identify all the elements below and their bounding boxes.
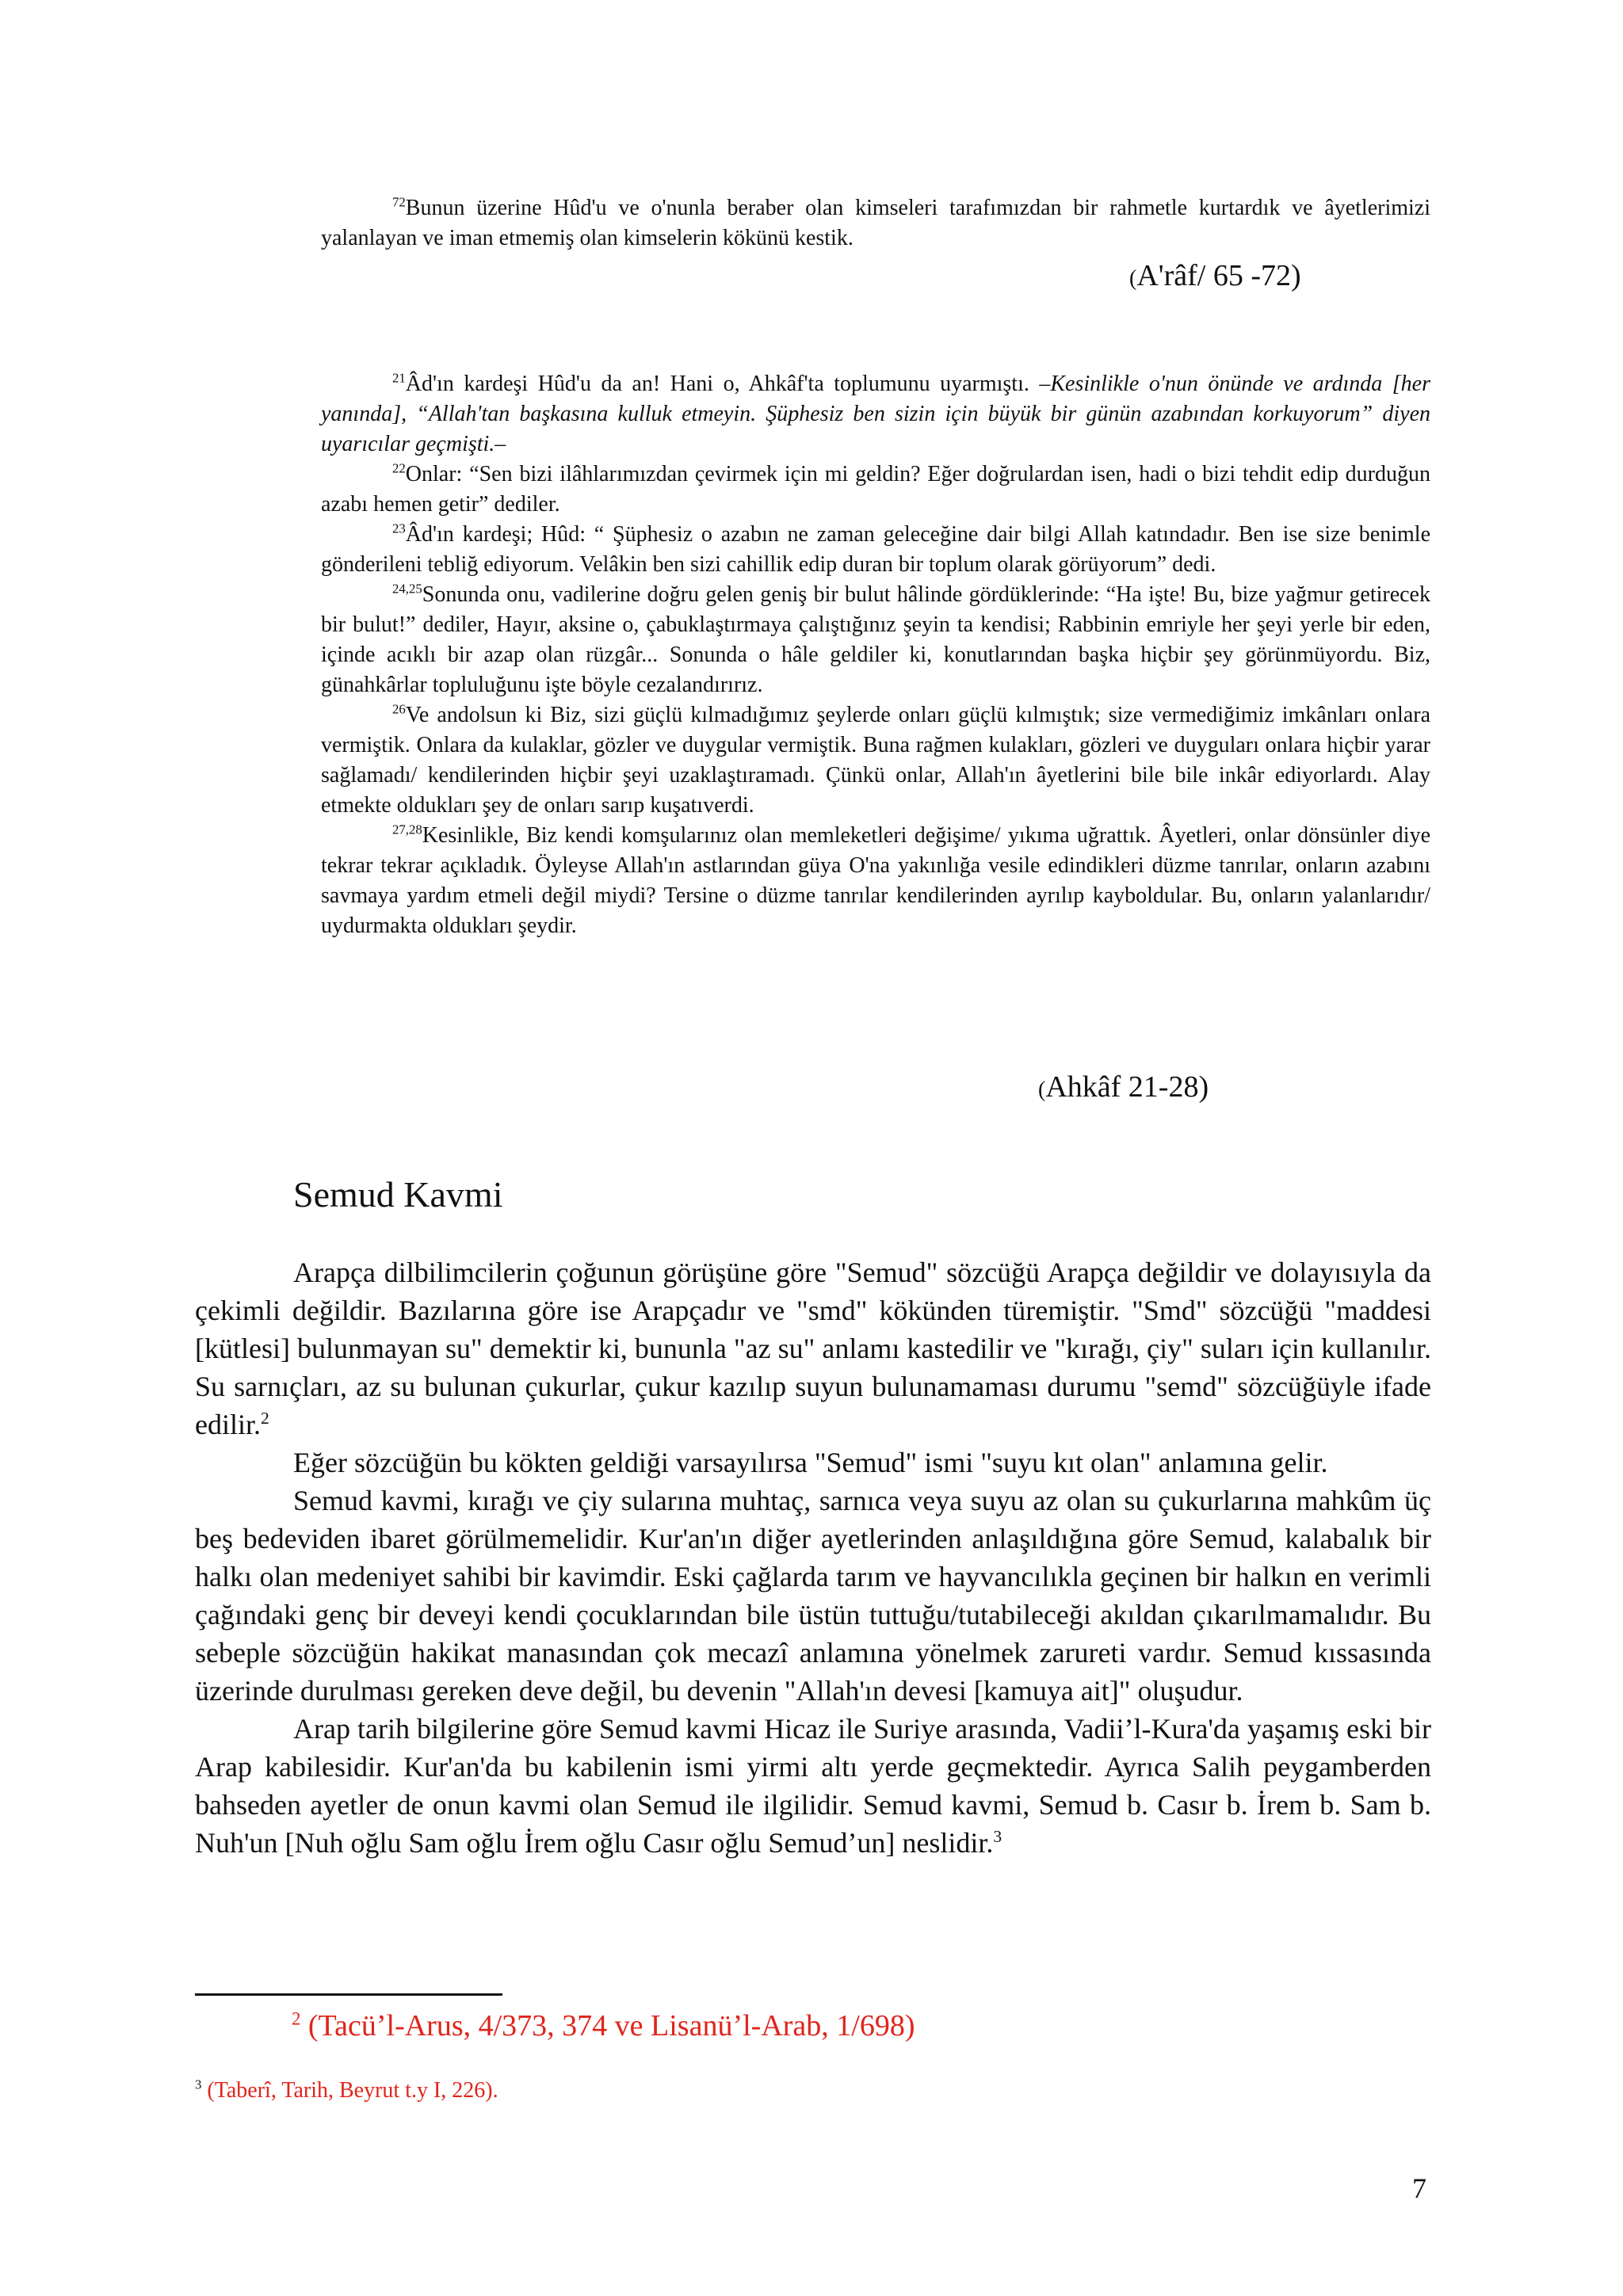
footnote-number: 2 [292,2008,301,2029]
source-paren: ( [1129,266,1137,291]
verse-text: Bunun üzerine Hûd'u ve o'nunla beraber olan kimseleri tarafımızdan bir rahmetle kurtardık ve âyetlerimizi yalanlayan ve iman etmemiş olan kimselerin kökünü kestik. [321,196,1430,250]
footnote-3 [195,2076,498,2106]
paragraph-text: Semud kavmi, kırağı ve çiy sularına muhtaç, sarnıca veya suyu az olan su çukurlarına mahkûm üç beş bedeviden ibaret görülmemelidir. Kur'an'ın diğer ayetlerinden anlaşıldığına göre Semud, kalabalık bir halkı olan medeniyet sahibi bir kavimdir. Eski çağlarda tarım ve hayvancılıkla geçinen bir halkın en verimli çağındaki genç bir deveyi kendi çocuklarından bile üstün tuttuğu/tutabileceği akıldan çıkarılmamalıdır. Bu sebeple sözcüğün hakikat manasından çok mecazî anlamına yönelmek zarureti vardır. Semud kıssasında üzerinde durulması gereken deve değil, bu devenin "Allah'ın devesi [kamuya ait]" oluşudur. [195,1485,1431,1707]
verse-text: Sonunda onu, vadilerine doğru gelen geniş bir bulut hâlinde gördüklerinde: “Ha işte! Bu, bize yağmur getirecek bir bulut!” dediler, Hayır, aksine o, çabuklaştırmaya çalıştığınız şeyin ta kendisi; Rabbinin emriyle her şeyi yerle bir eden, içinde acıklı bir azap olan rüzgâr... Sonunda o hâle geldiler ki, konutlarından başka hiçbir şey görünmüyordu. Biz, günahkârlar topluluğunu işte böyle cezalandırırız. [321,582,1430,697]
verse-21 [321,369,1430,460]
body-paragraph [195,1444,1431,1482]
footnote-text: (Taberî, Tarih, Beyrut t.y I, 226). [207,2078,498,2103]
verse-22 [321,460,1430,520]
verse-number: 24,25 [392,581,422,597]
footnote-ref[interactable]: 2 [261,1409,269,1428]
verse-23 [321,520,1430,580]
verse-text: Âd'ın kardeşi; Hûd: “ Şüphesiz o azabın ne zaman geleceğine dair bilgi Allah katındadır. Ben ise size benimle gönderileni tebliğ ediyorum. Velâkin ben sizi cahillik edip duran bir toplum olarak görüyorum” dedi. [321,522,1430,577]
quote-araf-block [321,193,1430,254]
verse-24-25 [321,580,1430,700]
verse-text: Onlar: “Sen bizi ilâhlarımızdan çevirmek için mi geldin? Eğer doğrulardan isen, hadi o bizi tehdit edip durduğun azabı hemen getir” dediler. [321,462,1430,517]
verse-number: 21 [392,370,406,386]
paragraph-text: Arapça dilbilimcilerin çoğunun görüşüne göre "Semud" sözcüğü Arapça değildir ve dolayısıyla da çekimli değildir. Bazılarına göre ise Arapçadır ve "smd" kökünden türemiştir. "Smd" sözcüğü "maddesi [kütlesi] bulunmayan su" demektir ki, bununla "az su" anlamı kastedilir ve "kırağı, çiy" suları için kullanılır. Su sarnıçları, az su bulunan çukurlar, çukur kazılıp suyun bulunamaması durumu "semd" sözcüğüyle ifade edilir. [195,1257,1431,1440]
page-number: 7 [1412,2172,1426,2204]
verse-text: Kesinlikle, Biz kendi komşularınız olan memleketleri değişime/ yıkıma uğrattık. Âyetleri, onlar dönsünler diye tekrar tekrar açıkladık. Öyleyse Allah'ın astlarından güya O'na yakınlığa vesile edindikleri düzme tanrılar, onların azabını savmaya yardım etmeli değil miydi? Tersine o düzme tanrılar kendilerinden ayrılıp kayboldular. Bu, onların yalanlarıdır/ uydurmakta oldukları şeydir. [321,823,1430,938]
paragraph-text: Arap tarih bilgilerine göre Semud kavmi Hicaz ile Suriye arasında, Vadii’l-Kura'da yaşamış eski bir Arap kabilesidir. Kur'an'da bu kabilenin ismi yirmi altı yerde geçmektedir. Ayrıca Salih peygamberden bahseden ayetler de onun kavmi olan Semud ile ilgilidir. Semud kavmi, Semud b. Casır b. İrem b. Sam b. Nuh'un [Nuh oğlu Sam oğlu İrem oğlu Casır oğlu Semud’un] neslidir. [195,1713,1431,1859]
quote-ahkaf-source [1038,1070,1209,1108]
verse-text: Âd'ın kardeşi Hûd'u da an! Hani o, Ahkâf'ta toplumunu uyarmıştı. – [405,372,1051,396]
source-paren: ( [1038,1077,1046,1102]
verse-number: 26 [392,701,406,717]
quote-ahkaf-block [321,369,1430,941]
verse-dash: – [495,432,506,456]
verse-number: 27,28 [392,822,422,837]
body-paragraph [195,1253,1431,1444]
body-paragraph [195,1710,1431,1862]
verse-27-28 [321,821,1430,941]
verse-number: 23 [392,521,406,536]
quote-araf-source [1129,258,1301,296]
footnote-text: (Tacü’l-Arus, 4/373, 374 ve Lisanü’l-Arab, 1/698) [307,2009,915,2042]
verse-italic-text: Kesinlikle o'nun önünde ve ardında [her yanında], “Allah'tan başkasına kulluk etmeyin. Şüphesiz ben sizin için büyük bir günün azabından korkuyorum” diyen uyarıcılar geçmişti. [321,372,1430,456]
body-paragraph [195,1482,1431,1710]
footnote-2 [292,2006,915,2046]
verse-number: 22 [392,460,406,476]
footnote-ref[interactable]: 3 [993,1827,1002,1846]
verse-72 [321,193,1430,254]
verse-number: 72 [392,194,406,210]
footnote-number: 3 [195,2077,202,2092]
verse-26 [321,700,1430,821]
paragraph-text: Eğer sözcüğün bu kökten geldiği varsayılırsa "Semud" ismi "suyu kıt olan" anlamına gelir. [293,1447,1328,1478]
section-heading: Semud Kavmi [293,1174,503,1215]
source-text: Ahkâf 21-28) [1045,1070,1209,1104]
verse-text: Ve andolsun ki Biz, sizi güçlü kılmadığımız şeylerde onları güçlü kılmıştık; size vermediğimiz imkânları onlara vermiştik. Onlara da kulaklar, gözler ve duygular vermiştik. Buna rağmen kulakları, gözleri ve duyguları onlara hiçbir yarar sağlamadı/ kendilerinden hiçbir şeyi uzaklaştıramadı. Çünkü onlar, Allah'ın âyetlerini bile bile inkâr ediyorlardı. Alay etmekte oldukları şey de onları sarıp kuşatıverdi. [321,703,1430,818]
footnote-separator [195,1993,502,1996]
source-text: A'râf/ 65 -72) [1136,259,1301,292]
body-text [195,1253,1431,1862]
